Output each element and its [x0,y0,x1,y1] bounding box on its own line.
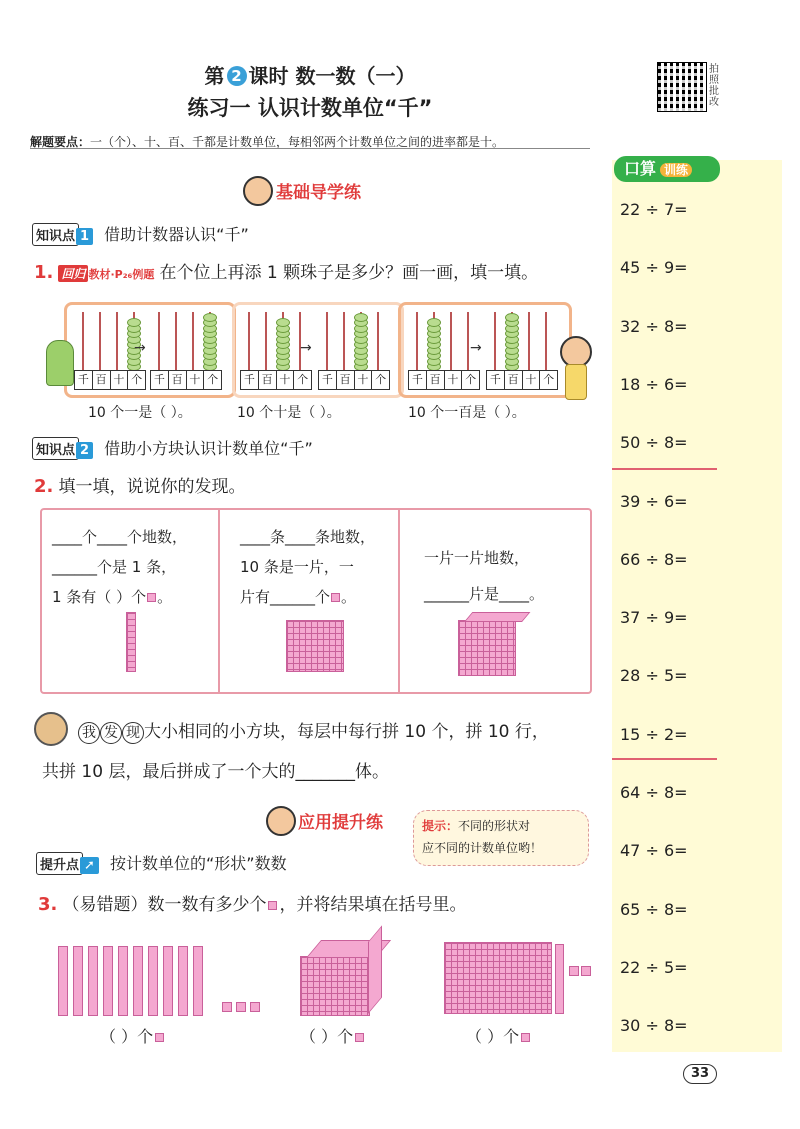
abacus-rod [377,312,379,370]
equation-11[interactable]: 64 ÷ 8= [620,783,688,802]
abacus-place-label: 千 [75,371,93,389]
q2-c2-line3[interactable]: 片有______个 。 [240,588,357,606]
abacus-rod [416,312,418,370]
upgrade-point: 提升点 ➚ 按计数单位的“形状”数数 [36,851,287,875]
small-cube-icon [222,1002,232,1012]
rod-block [148,946,158,1016]
fill-blank-2[interactable]: 10 个十是（ ）。 [237,405,341,421]
abacus-base [408,370,480,390]
abacus-place-label: 个 [297,373,309,386]
small-cube-icon [250,1002,260,1012]
rod-block [118,946,128,1016]
q2-c2-line1[interactable]: ____条____条地数， [240,528,376,546]
q2-cell-3 [400,510,588,692]
equation-1[interactable]: 22 ÷ 7= [620,200,688,219]
cactus-icon [46,340,74,386]
equation-12[interactable]: 47 ÷ 6= [620,841,688,861]
abacus-rod [175,312,177,370]
abacus-bead [127,318,141,327]
abacus-place-label: 十 [187,371,205,389]
abacus-place-label: 百 [259,371,277,389]
abacus-place-label: 千 [487,371,505,389]
arrow-right-icon: → [134,340,146,356]
equation-14[interactable]: 22 ÷ 5= [620,957,688,977]
q2-c3-line1: 一片一片地数， [424,549,530,567]
abacus-place-label: 千 [409,371,427,389]
lesson-number-badge: 2 [227,66,247,86]
abacus-bead [354,313,368,322]
knowledge-point-1: 知识点 1 借助计数器认识“千” [32,222,249,246]
q2-cell-2 [220,510,400,692]
abacus-bead [203,313,217,322]
abacus-rod [265,312,267,370]
abacus-rod [99,312,101,370]
rod-block [126,612,136,672]
rod-block [193,946,203,1016]
big-cube-front [300,956,370,1016]
abacus-rod [528,312,530,370]
equation-2[interactable]: 45 ÷ 9= [620,258,688,278]
small-cube-icon [581,966,591,976]
abacus-base [74,370,146,390]
abacus-place-label: 个 [131,373,143,386]
rod-block [73,946,83,1016]
abacus-rod [192,312,194,370]
equation-13[interactable]: 65 ÷ 8= [620,899,688,919]
small-cube-icon [569,966,579,976]
answer-blank-3[interactable]: （ ）个 [466,1024,530,1047]
cartoon-face-icon [266,806,296,836]
mental-math-header: 口算 训练 [614,156,720,182]
flat-block [286,620,344,672]
abacus-place-label: 十 [445,371,463,389]
rod-block [178,946,188,1016]
q2-c1-line1[interactable]: ____个____个地数， [52,528,188,546]
boy-body-icon [565,364,587,400]
arrow-right-icon: → [470,340,482,356]
question-2: 2. 填一填，说说你的发现。 [34,476,246,497]
discovery-text: 我 发 现 大小相同的小方块，每层中每行拼 10 个，拼 10 行， 共拼 10 层，最后拼成了一个大的_______体。 [42,722,549,782]
abacus-place-label: 千 [151,371,169,389]
abacus-place-label: 个 [465,373,477,386]
equation-7[interactable]: 66 ÷ 8= [620,549,688,569]
equation-4[interactable]: 18 ÷ 6= [620,374,688,394]
q2-cell-1 [42,510,220,692]
arrow-right-icon: → [300,340,312,356]
q2-table [40,508,592,694]
question-1: 1. 回归 教材·P₂₆例题 在个位上再添 1 颗珠子是多少？画一画，填一填。 [34,262,539,283]
q2-c3-line2[interactable]: ______片是____。 [424,585,545,603]
abacus-place-label: 十 [523,371,541,389]
abacus-rod [82,312,84,370]
q2-c2-line2: 10 条是一片，一 [240,558,354,576]
small-cube-icon [331,593,340,602]
abacus-bead [276,318,290,327]
abacus-place-label: 个 [207,373,219,386]
abacus-rod [158,312,160,370]
q2-c1-line3[interactable]: 1 条有（ ）个 。 [52,588,173,606]
abacus-rod [545,312,547,370]
cube-block-top [464,612,530,622]
abacus-rod [248,312,250,370]
abacus-rod [467,312,469,370]
abacus-place-label: 百 [93,371,111,389]
abacus-base [240,370,312,390]
lesson-title: 第 2 课时 数一数（一） [204,64,416,88]
abacus-place-label: 十 [111,371,129,389]
equation-5[interactable]: 50 ÷ 8= [620,433,688,453]
abacus-rod [116,312,118,370]
section-title-basic: 基础导学练 [276,183,361,203]
rod-block [103,946,113,1016]
abacus-place-label: 百 [337,371,355,389]
small-cube-icon [268,901,277,910]
equation-8[interactable]: 37 ÷ 9= [620,608,688,628]
abacus-place-label: 十 [277,371,295,389]
knowledge-point-2: 知识点 2 借助小方块认识计数单位“千” [32,436,313,460]
section-title-applied: 应用提升练 [298,813,383,833]
abacus-place-label: 个 [375,373,387,386]
rod-block [133,946,143,1016]
equation-3[interactable]: 32 ÷ 8= [620,316,688,336]
big-cube-side [368,925,382,1014]
qr-caption: 拍照批改 [709,64,719,108]
rod-block [88,946,98,1016]
small-cube-icon [147,593,156,602]
equation-group-divider [612,758,717,760]
abacus-place-label: 十 [355,371,373,389]
divider [30,148,590,149]
qr-code-icon[interactable] [657,62,707,112]
abacus-base [150,370,222,390]
fill-blank-3[interactable]: 10 个一百是（ ）。 [408,405,526,421]
abacus-place-label: 百 [169,371,187,389]
abacus-rod [343,312,345,370]
answer-blank-1[interactable]: （ ）个 [100,1024,164,1047]
equation-6[interactable]: 39 ÷ 6= [620,491,688,511]
discovery-fill[interactable]: 共拼 10 层，最后拼成了一个大的_______体。 [42,762,389,782]
abacus-place-label: 百 [427,371,445,389]
equation-10[interactable]: 15 ÷ 2= [620,724,688,744]
exercise-subtitle: 练习一 认识计数单位“千” [187,96,433,120]
rod-block [163,946,173,1016]
equation-15[interactable]: 30 ÷ 8= [620,1016,688,1036]
abacus-base [318,370,390,390]
page-number: 33 [683,1064,717,1084]
equation-group-divider [612,468,717,470]
abacus-place-label: 千 [319,371,337,389]
answer-blank-2[interactable]: （ ）个 [300,1024,364,1047]
abacus-rod [450,312,452,370]
fill-blank-1[interactable]: 10 个一是（ ）。 [88,405,192,421]
abacus-rod [494,312,496,370]
solution-tips: 解题要点：一（个）、十、百、千都是计数单位，每相邻两个计数单位之间的进率都是十。 [30,135,505,149]
cartoon-face-icon [243,176,273,206]
abacus-place-label: 个 [543,373,555,386]
flats-stack [444,942,552,1014]
small-cube-icon [236,1002,246,1012]
rod-block [58,946,68,1016]
abacus-place-label: 百 [505,371,523,389]
abacus-rod [326,312,328,370]
hint-bubble: 提示：不同的形状对 应不同的计数单位哟！ [413,810,589,866]
q2-c1-line2[interactable]: ______个是 1 条， [52,558,177,576]
rod-block [555,944,564,1014]
abacus-place-label: 千 [241,371,259,389]
equation-9[interactable]: 28 ÷ 5= [620,666,688,686]
abacus-bead [427,318,441,327]
cube-block-front [458,620,516,676]
abacus-base [486,370,558,390]
abacus-bead [505,313,519,322]
question-3: 3. （易错题）数一数有多少个 ，并将结果填在括号里。 [38,894,467,915]
